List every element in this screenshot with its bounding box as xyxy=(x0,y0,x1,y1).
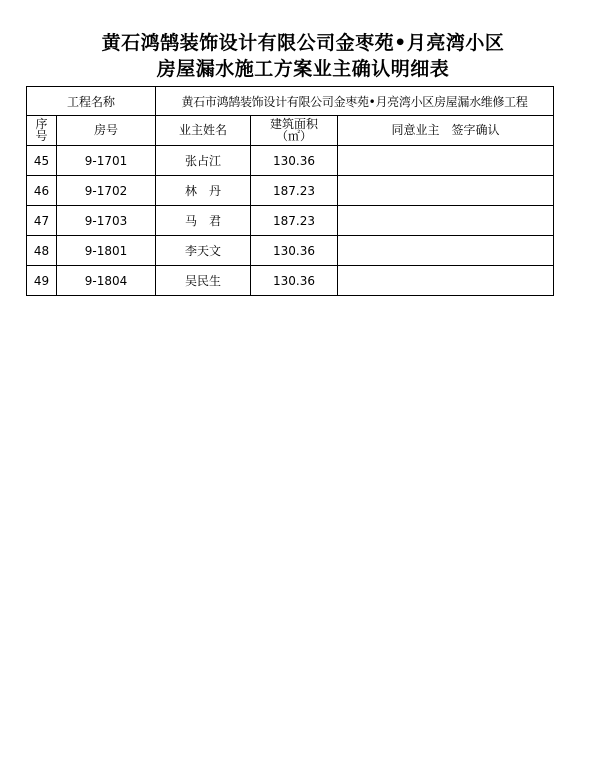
header-owner: 业主姓名 xyxy=(156,116,251,146)
cell-seq: 45 xyxy=(27,146,57,176)
table-row xyxy=(27,266,554,296)
cell-seq: 49 xyxy=(27,266,57,296)
project-name: 黄石市鸿鹄装饰设计有限公司金枣苑•月亮湾小区房屋漏水维修工程 xyxy=(156,87,554,116)
header-area xyxy=(251,116,338,146)
cell-area: 130.36 xyxy=(251,236,338,266)
cell-signature xyxy=(338,206,554,236)
cell-signature xyxy=(338,146,554,176)
header-area-top: 建筑面积 xyxy=(270,117,319,131)
header-seq-bottom: 号 xyxy=(35,129,48,143)
cell-room: 9-1801 xyxy=(57,236,156,266)
cell-room: 9-1702 xyxy=(57,176,156,206)
cell-seq: 46 xyxy=(27,176,57,206)
header-seq xyxy=(27,116,57,146)
document-title-line2: 房屋漏水施工方案业主确认明细表 xyxy=(156,58,450,80)
cell-room: 9-1804 xyxy=(57,266,156,296)
cell-owner: 林 丹 xyxy=(156,176,251,206)
table-row xyxy=(27,206,554,236)
cell-owner: 吴民生 xyxy=(156,266,251,296)
header-room: 房号 xyxy=(57,116,156,146)
document-title-line1: 黄石鸿鹄装饰设计有限公司金枣苑•月亮湾小区 xyxy=(101,32,505,54)
table-row xyxy=(27,176,554,206)
cell-area: 187.23 xyxy=(251,206,338,236)
cell-signature xyxy=(338,176,554,206)
cell-room: 9-1701 xyxy=(57,146,156,176)
table-row xyxy=(27,236,554,266)
header-row xyxy=(27,116,554,146)
project-row xyxy=(27,87,554,116)
cell-seq: 47 xyxy=(27,206,57,236)
header-area-bottom: （㎡） xyxy=(276,129,313,143)
cell-area: 130.36 xyxy=(251,266,338,296)
cell-area: 130.36 xyxy=(251,146,338,176)
cell-owner: 马 君 xyxy=(156,206,251,236)
cell-owner: 李天文 xyxy=(156,236,251,266)
cell-owner: 张占江 xyxy=(156,146,251,176)
header-seq-top: 序 xyxy=(35,117,48,131)
cell-room: 9-1703 xyxy=(57,206,156,236)
cell-signature xyxy=(338,236,554,266)
cell-seq: 48 xyxy=(27,236,57,266)
table-row xyxy=(27,146,554,176)
owner-confirmation-table xyxy=(26,86,554,296)
cell-area: 187.23 xyxy=(251,176,338,206)
cell-signature xyxy=(338,266,554,296)
project-label: 工程名称 xyxy=(27,87,156,116)
header-confirm: 同意业主 签字确认 xyxy=(338,116,554,146)
